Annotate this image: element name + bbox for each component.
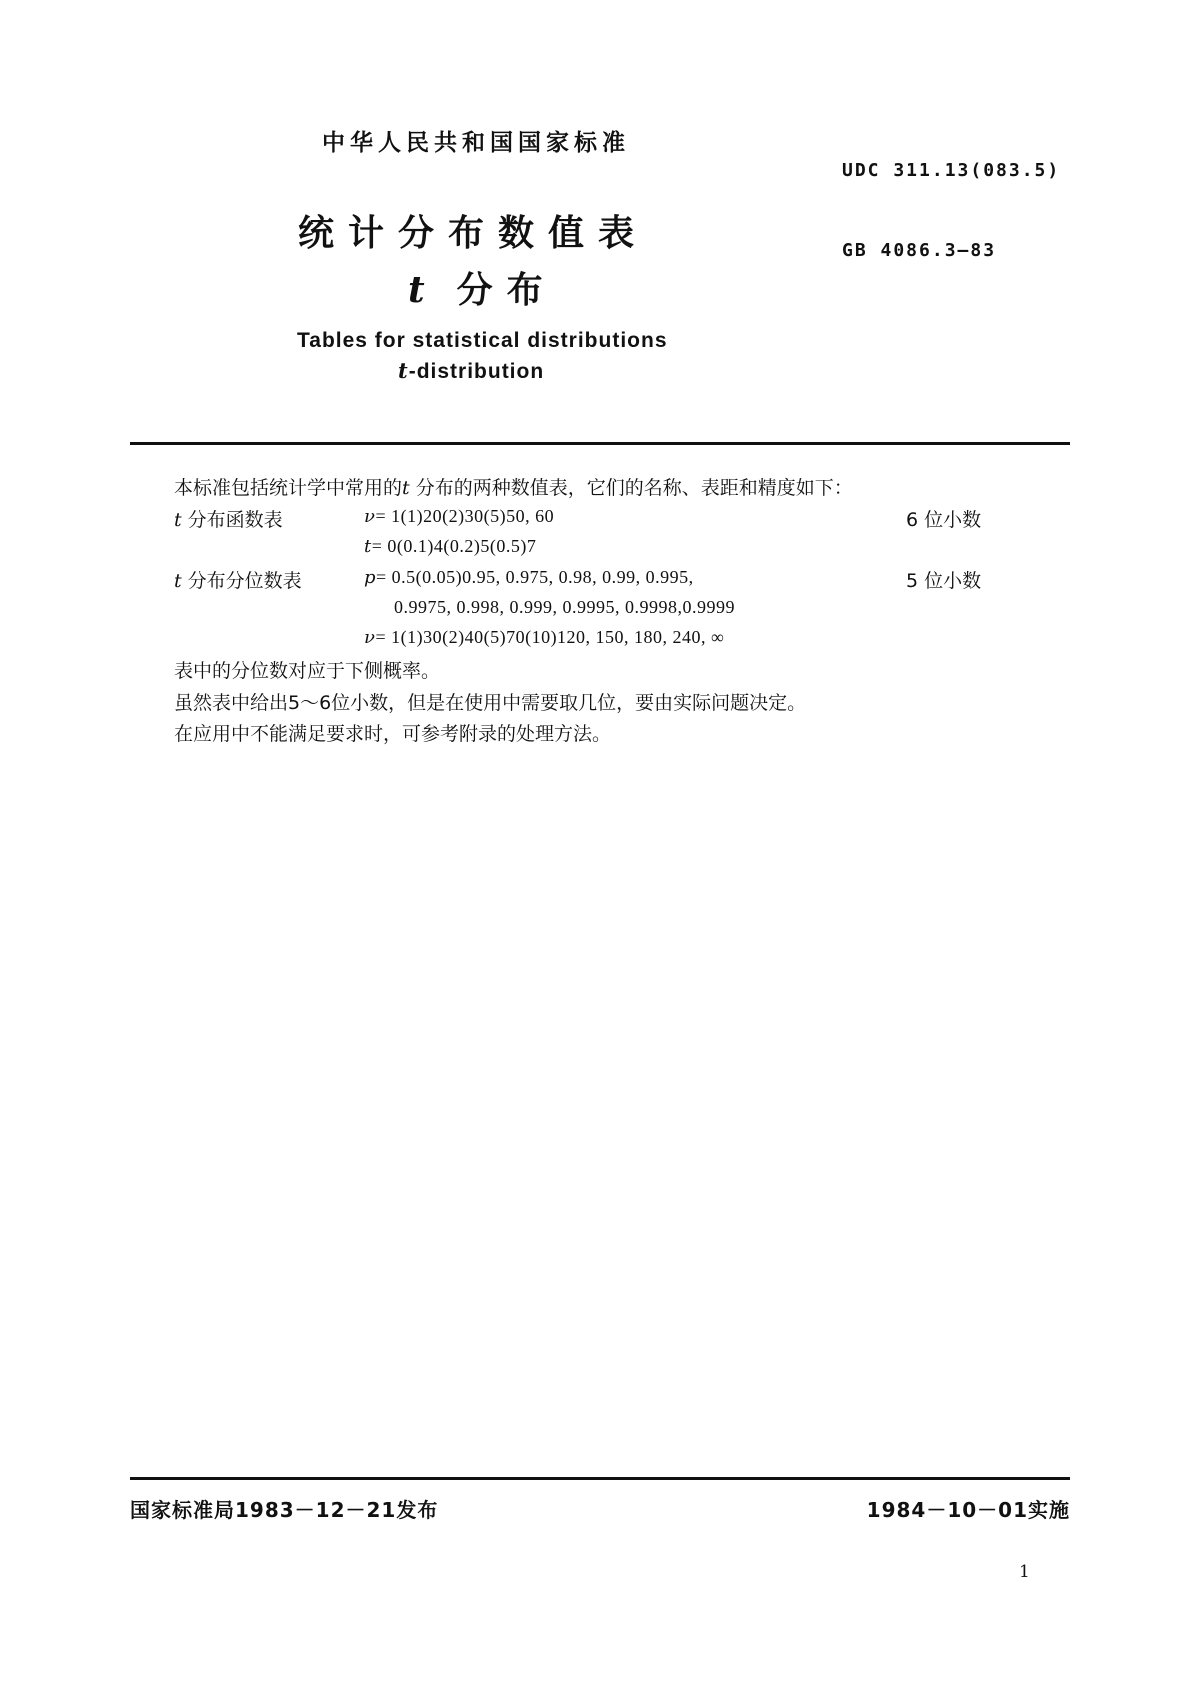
note-line: 在应用中不能满足要求时，可参考附录的处理方法。 — [174, 723, 612, 745]
table2-p-spec-continued: 0.9975, 0.998, 0.999, 0.9995, 0.9998,0.9999 — [394, 597, 735, 617]
document-title-en: Tables for statistical distributions — [297, 329, 668, 352]
effective-date: 1984－10－01实施 — [866, 1498, 1070, 1522]
gb-standard-code: GB 4086.3—83 — [842, 240, 997, 261]
subtitle-en-t-symbol: t — [398, 358, 409, 383]
table2-p-spec: p= 0.5(0.05)0.95, 0.975, 0.98, 0.99, 0.995, — [364, 567, 694, 588]
note-line: 表中的分位数对应于下侧概率。 — [174, 660, 441, 682]
table1-label: t 分布函数表 — [174, 509, 283, 531]
top-divider — [130, 442, 1070, 445]
table1-t-spec: t= 0(0.1)4(0.2)5(0.5)7 — [364, 536, 537, 557]
subtitle-t-symbol: t — [408, 269, 439, 311]
issue-date: 国家标准局1983－12－21发布 — [130, 1498, 439, 1522]
intro-paragraph: 本标准包括统计学中常用的t 分布的两种数值表，它们的名称、表距和精度如下： — [174, 477, 853, 499]
document-subtitle-en — [398, 358, 544, 384]
page-number: 1 — [1019, 1562, 1030, 1582]
table1-precision: 6 位小数 — [906, 509, 982, 531]
subtitle-cn-rest: 分布 — [456, 270, 557, 311]
table2-label: t 分布分位数表 — [174, 570, 302, 592]
document-title-cn: 统计分布数值表 — [298, 213, 649, 254]
table2-nu-spec: ν= 1(1)30(2)40(5)70(10)120, 150, 180, 240, ∞ — [364, 627, 725, 648]
country-standard-heading: 中华人民共和国国家标准 — [322, 130, 630, 156]
document-subtitle-cn — [408, 262, 557, 313]
udc-code: UDC 311.13(083.5) — [842, 160, 1061, 181]
table2-precision: 5 位小数 — [906, 570, 982, 592]
note-line: 虽然表中给出5～6位小数，但是在使用中需要取几位，要由实际问题决定。 — [174, 692, 807, 714]
table1-nu-spec: ν= 1(1)20(2)30(5)50, 60 — [364, 506, 555, 527]
bottom-divider — [130, 1477, 1070, 1480]
subtitle-en-rest: -distribution — [408, 360, 545, 383]
